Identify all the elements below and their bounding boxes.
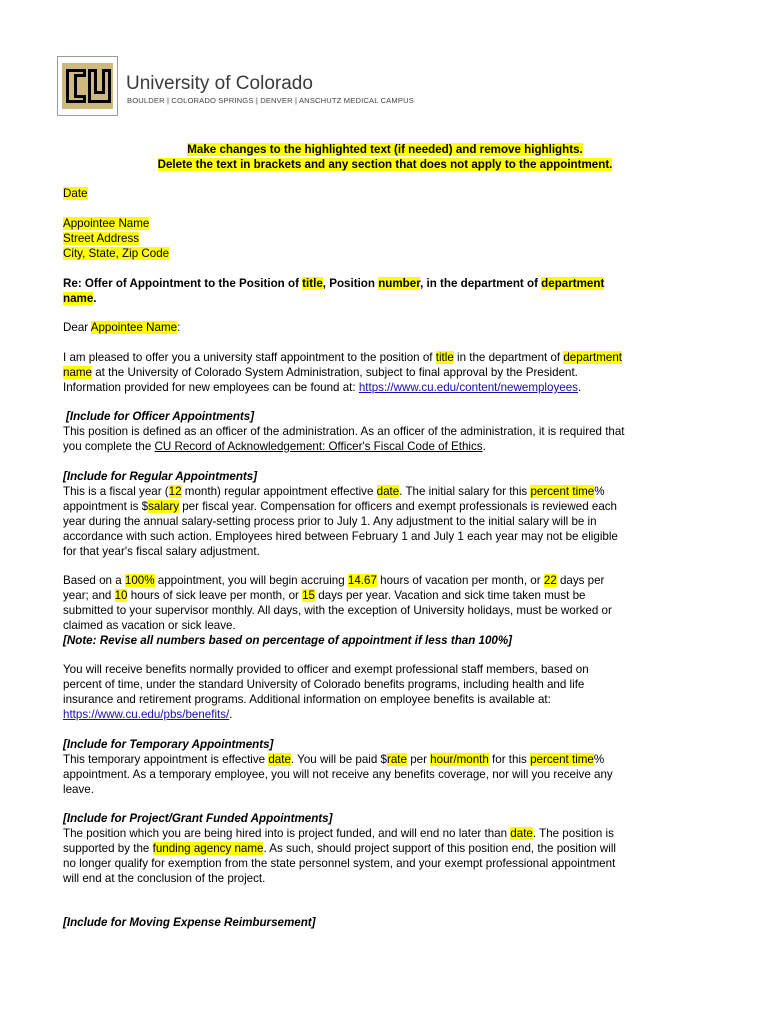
benefits-section: You will receive benefits normally provided to officer and exempt professional staff members, based on percent of time, under the standard University of Colorado benefits programs, including health and life insurance and retirement programs. Additional information on employee benefits is available at: https://www.cu.edu/pbs/benefits/. — [63, 663, 589, 721]
regular-section: [Include for Regular Appointments] This is a fiscal year (12 month) regular appointment effective date. The initial salary for this percent time% appointment is $salary per fiscal year. Compensation for officers and exempt professionals is reviewed each year during the annual salary-setting process prior to July 1. Any adjustment to the initial salary will be in accordance with such action. Employees hired between February 1 and July 1 each year may not be eligible for that year's fiscal salary adjustment. — [63, 470, 618, 558]
officer-section: [Include for Officer Appointments] This position is defined as an officer of the administration. As an officer of the administration, it is required that you complete the CU Record of Acknowledgement: Officer's Fiscal Code of Ethics. — [63, 410, 625, 453]
moving-heading: [Include for Moving Expense Reimbursement] — [63, 916, 316, 929]
instruction-line-2: Delete the text in brackets and any section that does not apply to the appointment. — [157, 158, 613, 171]
revise-note: [Note: Revise all numbers based on percentage of appointment if less than 100%] — [63, 634, 513, 647]
cu-logo-icon — [57, 56, 118, 116]
project-section: [Include for Project/Grant Funded Appointments] The position which you are being hired into is project funded, and will end no later than date. The position is supported by the funding agency name. As such, should project support of this position end, the position will no longer qualify for exemption from the state personnel system, and your exempt professional appointment will end at the conclusion of the project. — [63, 812, 616, 885]
vacation-section: Based on a 100% appointment, you will begin accruing 14.67 hours of vacation per month, or 22 days per year; and 10 hours of sick leave per month, or 15 days per year. Vacation and sick time taken must be submitted to your supervisor monthly. All days, with the exception of University holidays, must be worked or claimed as vacation or sick leave. [Note: Revise all numbers based on percentage of appointment if less than 100%] — [63, 574, 612, 647]
re-line: Re: Offer of Appointment to the Position of title, Position number, in the department of department name. — [63, 277, 605, 305]
ethics-link[interactable]: CU Record of Acknowledgement: Officer's Fiscal Code of Ethics — [154, 440, 483, 453]
officer-heading: [Include for Officer Appointments] — [66, 410, 255, 423]
temporary-section: [Include for Temporary Appointments] This temporary appointment is effective date. You will be paid $rate per hour/month for this percent time% appointment. As a temporary employee, you will not receive any benefits coverage, nor will you receive any leave. — [63, 738, 613, 796]
intro-paragraph: I am pleased to offer you a university staff appointment to the position of title in the department of department name at the University of Colorado System Administration, subject to final approval by the President. Information provided for new employees can be found at: https://www.cu.edu/content/newemployees. — [63, 351, 623, 394]
instruction-line-1: Make changes to the highlighted text (if needed) and remove highlights. — [187, 143, 583, 156]
address-block: Appointee Name Street Address City, State, Zip Code — [63, 217, 170, 260]
temporary-heading: [Include for Temporary Appointments] — [63, 738, 274, 751]
regular-heading: [Include for Regular Appointments] — [63, 470, 258, 483]
benefits-link[interactable]: https://www.cu.edu/pbs/benefits/ — [63, 708, 230, 721]
university-name: University of Colorado — [126, 73, 313, 94]
new-employees-link[interactable]: https://www.cu.edu/content/newemployees — [358, 381, 578, 394]
moving-section — [63, 915, 683, 930]
letter-date: Date — [63, 187, 88, 200]
salutation: Dear Appointee Name: — [63, 321, 181, 334]
project-heading: [Include for Project/Grant Funded Appointments] — [63, 812, 333, 825]
campus-list: BOULDER | COLORADO SPRINGS | DENVER | ANSCHUTZ MEDICAL CAMPUS — [127, 96, 414, 105]
